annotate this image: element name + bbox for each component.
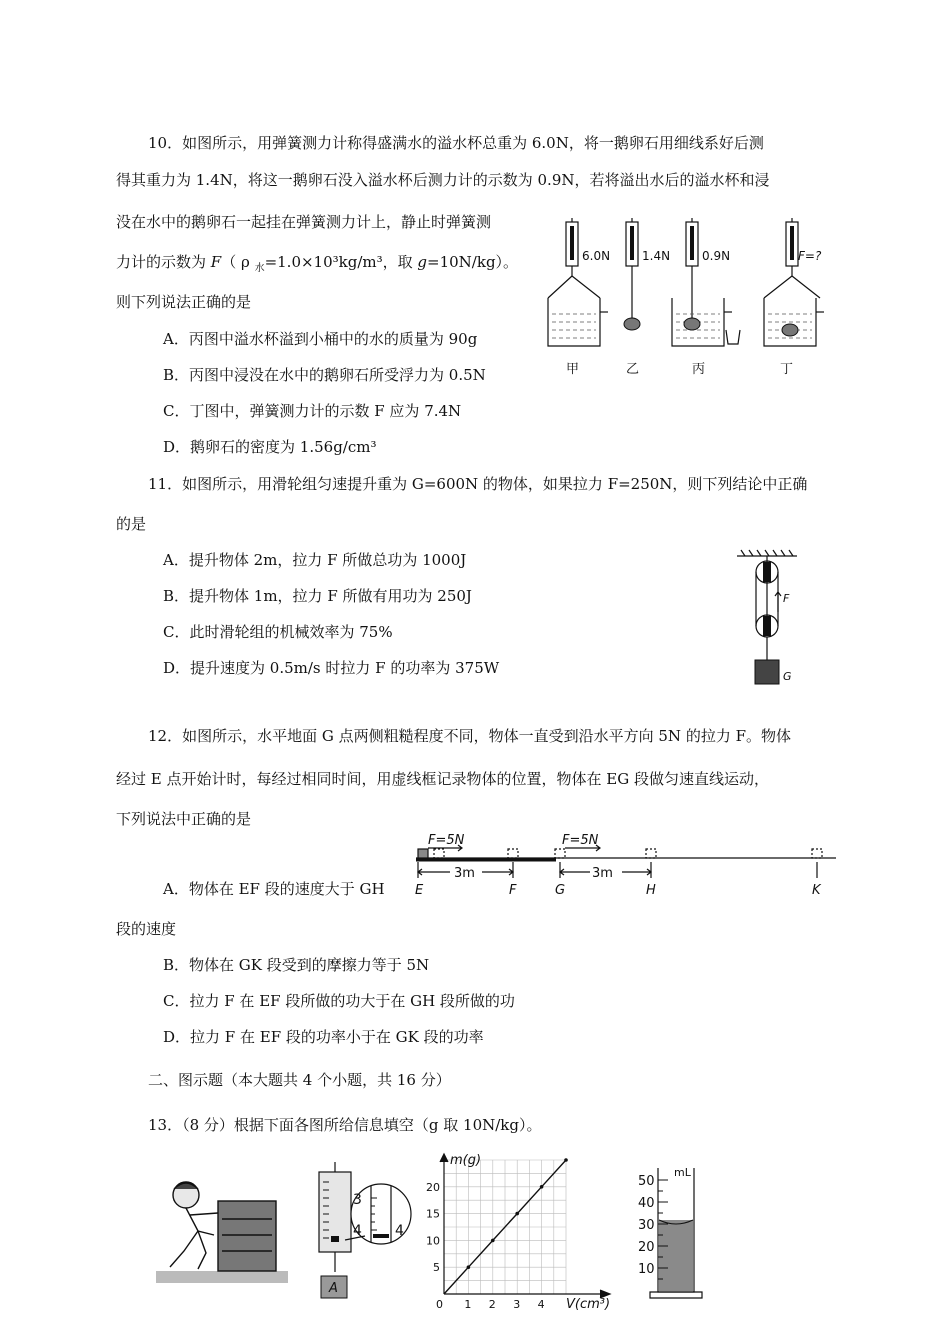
boy-pushing-box-figure [156, 1175, 288, 1283]
x-tick-label: 1 [464, 1298, 472, 1311]
svg-text:10: 10 [638, 1262, 655, 1277]
svg-text:3m: 3m [454, 866, 475, 881]
svg-text:F=5N: F=5N [428, 833, 465, 848]
q10-option-d: D．鹅卵石的密度为 1.56g/cm³ [163, 438, 377, 456]
graph-x-label: V(cm³) [566, 1297, 611, 1312]
q13-mass-volume-graph [428, 1150, 618, 1312]
data-point [491, 1239, 495, 1243]
q12-stem-line2: 经过 E 点开始计时，每经过相同时间，用虚线框记录物体的位置，物体在 EG 段做匀速直线运动， [116, 770, 769, 788]
svg-text:3m: 3m [592, 866, 613, 881]
reading-yi: 1.4N [642, 249, 671, 263]
small-bucket [726, 330, 740, 344]
pebble-bing [684, 318, 700, 330]
q12-option-d: D．拉力 F 在 EF 段的功率小于在 GK 段的功率 [163, 1028, 484, 1046]
svg-text:K: K [812, 883, 821, 898]
svg-text:30: 30 [638, 1218, 655, 1233]
svg-text:40: 40 [638, 1196, 655, 1211]
q12-stem-line3: 下列说法中正确的是 [116, 810, 252, 828]
svg-text:50: 50 [638, 1174, 655, 1189]
pebble-ding [782, 324, 798, 336]
graph-y-label: m(g) [450, 1153, 482, 1168]
svg-text:E: E [415, 883, 424, 898]
label-bing: 丙 [692, 362, 706, 377]
data-point [540, 1185, 544, 1189]
q12-stem-line1: 12．如图所示，水平地面 G 点两侧粗糙程度不同，物体一直受到沿水平方向 5N 的拉力 F。物体 [148, 727, 791, 745]
q12-option-a-cont: 段的速度 [116, 920, 177, 938]
q11-option-b: B．提升物体 1m，拉力 F 所做有用功为 250J [163, 587, 472, 605]
q11-option-a: A．提升物体 2m，拉力 F 所做总功为 1000J [163, 551, 467, 569]
q12-option-a: A．物体在 EF 段的速度大于 GH [163, 880, 385, 898]
svg-text:F: F [509, 883, 517, 898]
q10-option-c: C．丁图中，弹簧测力计的示数 F 应为 7.4N [163, 402, 462, 420]
q10-stem-line3: 没在水中的鹅卵石一起挂在弹簧测力计上，静止时弹簧测 [116, 213, 492, 231]
svg-text:3: 3 [353, 1192, 362, 1208]
svg-text:F: F [783, 592, 790, 605]
label-yi: 乙 [626, 362, 640, 377]
q10-option-a: A．丙图中溢水杯溢到小桶中的水的质量为 90g [163, 330, 478, 348]
x-tick-label: 4 [537, 1298, 545, 1311]
label-ding: 丁 [780, 362, 794, 377]
q12-option-b: B．物体在 GK 段受到的摩擦力等于 5N [163, 956, 430, 974]
q13-graduated-cylinder-figure [636, 1162, 716, 1307]
q10-figure [540, 218, 830, 378]
y-tick-label: 5 [433, 1261, 440, 1275]
svg-text:A: A [329, 1281, 338, 1296]
data-point [564, 1158, 568, 1162]
svg-text:4: 4 [353, 1223, 362, 1239]
y-tick-label: 15 [426, 1207, 440, 1221]
q12-track-figure [410, 828, 840, 900]
reading-jia: 6.0N [582, 249, 611, 263]
q10-stem-line1: 10．如图所示，用弹簧测力计称得盛满水的溢水杯总重为 6.0N，将一鹅卵石用细线系好后测 [148, 134, 764, 152]
q10-stem-line4: 力计的示数为 F（ ρ $_水$=1.0×10³kg/m³，取 g=10N/kg）。 [116, 253, 519, 274]
graph-series [444, 1158, 568, 1294]
data-point [515, 1212, 519, 1216]
x-tick-label: 0 [436, 1298, 443, 1311]
data-point [467, 1265, 471, 1269]
q13-stem: 13．（8 分）根据下面各图所给信息填空（g 取 10N/kg）。 [148, 1116, 542, 1134]
q10-stem-line2: 得其重力为 1.4N，将这一鹅卵石没入溢水杯后测力计的示数为 0.9N，若将溢出水后的溢水杯和浸 [116, 171, 770, 189]
svg-text:G: G [783, 670, 792, 683]
cylinder-unit: mL [674, 1166, 691, 1179]
pebble-yi [624, 318, 640, 330]
q13-spring-scale-figure [305, 1162, 415, 1302]
svg-text:20: 20 [638, 1240, 655, 1255]
svg-text:G: G [555, 883, 566, 898]
q12-option-c: C．拉力 F 在 EF 段所做的功大于在 GH 段所做的功 [163, 992, 515, 1010]
reading-ding: F=? [798, 249, 822, 263]
label-jia: 甲 [566, 362, 580, 377]
q11-stem-line1: 11．如图所示，用滑轮组匀速提升重为 G=600N 的物体，如果拉力 F=250N，则下列结论中正确 [148, 475, 808, 493]
weight-block [755, 660, 779, 684]
q11-stem-line2: 的是 [116, 515, 147, 533]
q11-option-d: D．提升速度为 0.5m/s 时拉力 F 的功率为 375W [163, 659, 500, 677]
q10-option-b: B．丙图中浸没在水中的鹅卵石所受浮力为 0.5N [163, 366, 486, 384]
force-arrow [775, 592, 781, 612]
cylinder-liquid [659, 1220, 693, 1291]
y-tick-label: 20 [426, 1180, 440, 1194]
svg-text:H: H [646, 883, 656, 898]
svg-text:4: 4 [395, 1223, 404, 1239]
y-tick-label: 10 [426, 1234, 440, 1248]
section-2-heading: 二、图示题（本大题共 4 个小题，共 16 分） [148, 1071, 451, 1089]
q11-pulley-figure [735, 548, 815, 688]
x-tick-label: 2 [488, 1298, 496, 1311]
q11-option-c: C．此时滑轮组的机械效率为 75% [163, 623, 393, 641]
x-tick-label: 3 [513, 1298, 521, 1311]
q10-stem-line5: 则下列说法正确的是 [116, 293, 252, 311]
svg-text:F=5N: F=5N [562, 833, 599, 848]
graph-axes [440, 1154, 610, 1298]
reading-bing: 0.9N [702, 249, 731, 263]
